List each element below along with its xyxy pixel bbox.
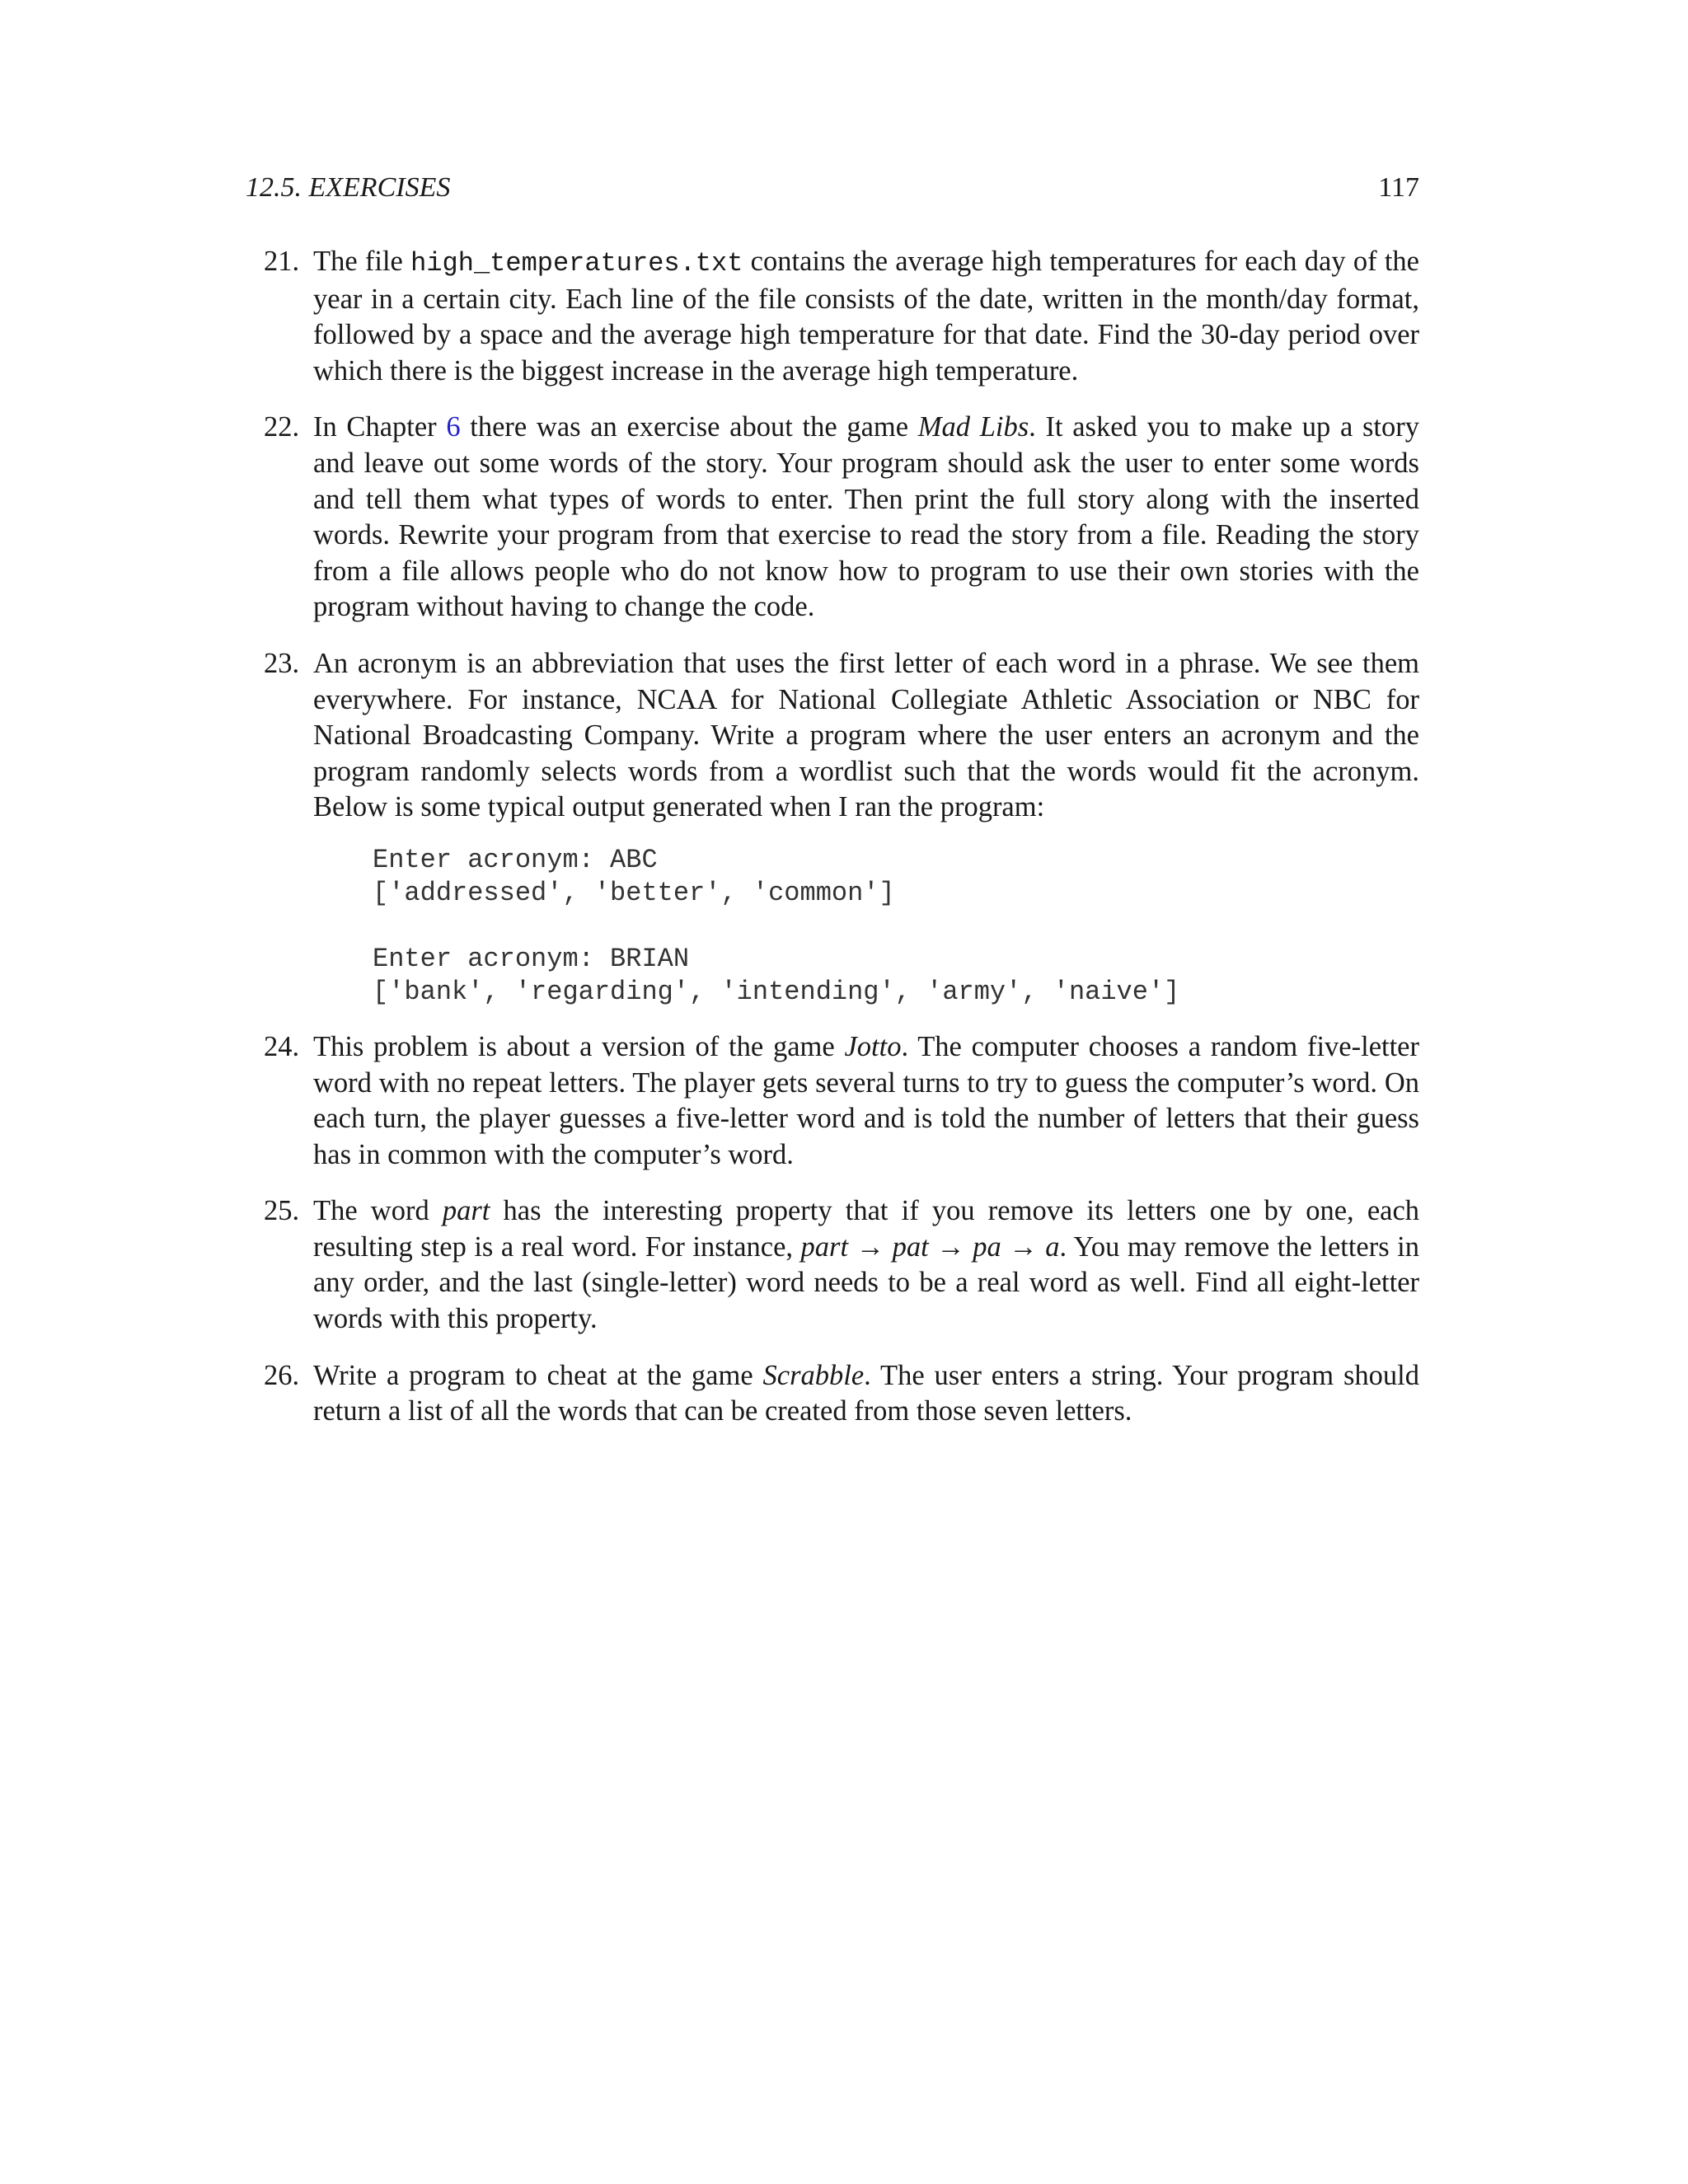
- section-title: 12.5. EXERCISES: [246, 172, 451, 203]
- code-blank-line: [373, 910, 1419, 943]
- chain-word: pat: [892, 1230, 929, 1263]
- code-line: Enter acronym: BRIAN: [373, 943, 690, 974]
- page-number: 117: [1378, 172, 1419, 203]
- arrow-symbol: →: [848, 1230, 893, 1263]
- exercise-24: [246, 1029, 1419, 1173]
- exercise-number: 22.: [264, 411, 300, 443]
- game-name: Mad Libs: [917, 411, 1029, 443]
- exercise-number: 25.: [264, 1195, 300, 1227]
- chapter-link[interactable]: 6: [446, 411, 461, 443]
- code-line: Enter acronym: ABC: [373, 844, 658, 875]
- chain-word: part: [800, 1230, 849, 1263]
- word-part: part: [442, 1195, 490, 1227]
- game-name: Jotto: [844, 1030, 902, 1062]
- exercise-number: 24.: [264, 1030, 300, 1062]
- running-header: [246, 170, 1419, 206]
- code-block: [373, 844, 1419, 1009]
- exercise-list: [246, 244, 1419, 1451]
- exercise-text: Write a program to cheat at the game: [313, 1359, 763, 1391]
- exercise-21: [246, 244, 1419, 389]
- exercise-text: contains the average high temperatures for each day of the year in a certain city. Each line of the file consists of the date, written in the month/day format, followed by a space and the average high temperature for that date. Find the 30-day period over which there is the biggest increase in the average high temperature.: [313, 246, 1419, 387]
- code-line: ['addressed', 'better', 'common']: [373, 877, 895, 908]
- exercise-text: The word: [313, 1195, 443, 1227]
- exercise-number: 26.: [264, 1359, 300, 1391]
- exercise-text: . You may remove the letters in any order, and the last (single-letter) word needs to be a real word as well. Find all eight-letter words with this property.: [313, 1230, 1420, 1335]
- chain-word: pa: [973, 1230, 1001, 1263]
- exercise-text: . The user enters a string. Your program should return a list of all the words that can be created from those seven letters.: [313, 1359, 1419, 1427]
- exercise-text: The file: [313, 246, 411, 277]
- exercise-22: [246, 410, 1419, 626]
- exercise-text: In Chapter: [313, 411, 447, 443]
- exercise-number: 23.: [264, 647, 300, 679]
- code-line: ['bank', 'regarding', 'intending', 'army', 'naive']: [373, 976, 1180, 1007]
- arrow-symbol: →: [1001, 1230, 1046, 1263]
- exercise-text: An acronym is an abbreviation that uses the first letter of each word in a phrase. We see them everywhere. For instance, NCAA for National Collegiate Athletic Association or NBC for National Broadcasting Company. Write a program where the user enters an acronym and the program randomly selects words from a wordlist such that the words would fit the acronym. Below is some typical output generated when I ran the program:: [313, 647, 1419, 823]
- exercise-text: has the interesting property that if you remove its letters one by one, each resulting step is a real word. For instance,: [313, 1195, 1420, 1263]
- exercise-number: 21.: [264, 246, 300, 277]
- exercise-text: This problem is about a version of the game: [313, 1030, 845, 1062]
- exercise-23: [246, 646, 1419, 1009]
- chain-word: a: [1045, 1230, 1060, 1263]
- exercise-26: [246, 1358, 1419, 1430]
- filename-code: high_temperatures.txt: [410, 248, 743, 279]
- exercise-25: [246, 1193, 1419, 1337]
- exercise-text: there was an exercise about the game: [460, 411, 918, 443]
- arrow-symbol: →: [928, 1230, 973, 1263]
- exercise-text: . It asked you to make up a story and leave out some words of the story. Your program should ask the user to enter some words and tell them what types of words to enter. Then print the full story along with the inserted words. Rewrite your program from that exercise to read the story from a file. Reading the story from a file allows people who do not know how to program to use their own stories with the program without having to change the code.: [313, 411, 1419, 623]
- exercise-text: . The computer chooses a random five-letter word with no repeat letters. The player gets several turns to try to guess the computer’s word. On each turn, the player guesses a five-letter word and is told the number of letters that their guess has in common with the computer’s word.: [313, 1030, 1419, 1170]
- game-name: Scrabble: [762, 1359, 865, 1391]
